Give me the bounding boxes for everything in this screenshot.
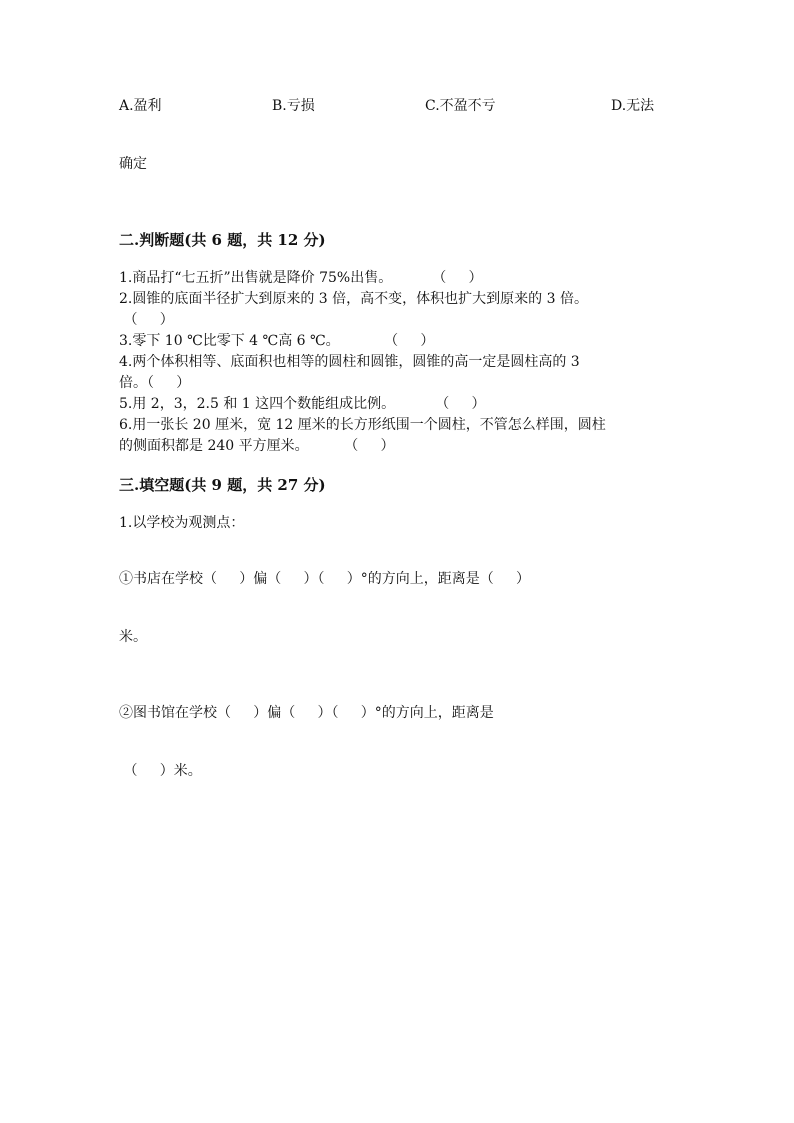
option-c: C.不盈不亏: [425, 98, 496, 114]
section-3-title: 三.填空题(共 9 题，共 27 分): [119, 476, 326, 494]
judge-q4-cont: 倍。（ ）: [119, 375, 191, 391]
judge-q1: 1.商品打“七五折”出售就是降价 75%出售。 （ ）: [119, 270, 483, 286]
judge-q6: 6.用一张长 20 厘米，宽 12 厘米的长方形纸围一个圆柱，不管怎么样围，圆柱: [119, 417, 606, 433]
fill-q1-bookstore-cont: 米。: [119, 629, 147, 645]
fill-q1-library-cont: （ ）米。: [119, 763, 202, 779]
option-d-continuation: 确定: [119, 156, 147, 172]
judge-q6-cont: 的侧面积都是 240 平方厘米。 （ ）: [119, 438, 395, 454]
option-b: B.亏损: [272, 98, 315, 114]
option-d: D.无法: [611, 98, 655, 114]
judge-q5: 5.用 2，3，2.5 和 1 这四个数能组成比例。 （ ）: [119, 396, 486, 412]
fill-q1: 1.以学校为观测点：: [119, 515, 245, 531]
judge-q3: 3.零下 10 ℃比零下 4 ℃高 6 ℃。 （ ）: [119, 333, 435, 349]
fill-q1-bookstore: ①书店在学校（ ）偏（ ）（ ）°的方向上，距离是（ ）: [119, 571, 531, 587]
fill-q1-library: ②图书馆在学校（ ）偏（ ）（ ）°的方向上，距离是: [119, 705, 494, 721]
judge-q4: 4.两个体积相等、底面积也相等的圆柱和圆锥，圆锥的高一定是圆柱高的 3: [119, 354, 580, 370]
judge-q2: 2.圆锥的底面半径扩大到原来的 3 倍，高不变，体积也扩大到原来的 3 倍。: [119, 291, 588, 307]
option-a: A.盈利: [119, 98, 162, 114]
section-2-title: 二.判断题(共 6 题，共 12 分): [119, 231, 326, 249]
judge-q2-bracket: （ ）: [119, 312, 174, 328]
